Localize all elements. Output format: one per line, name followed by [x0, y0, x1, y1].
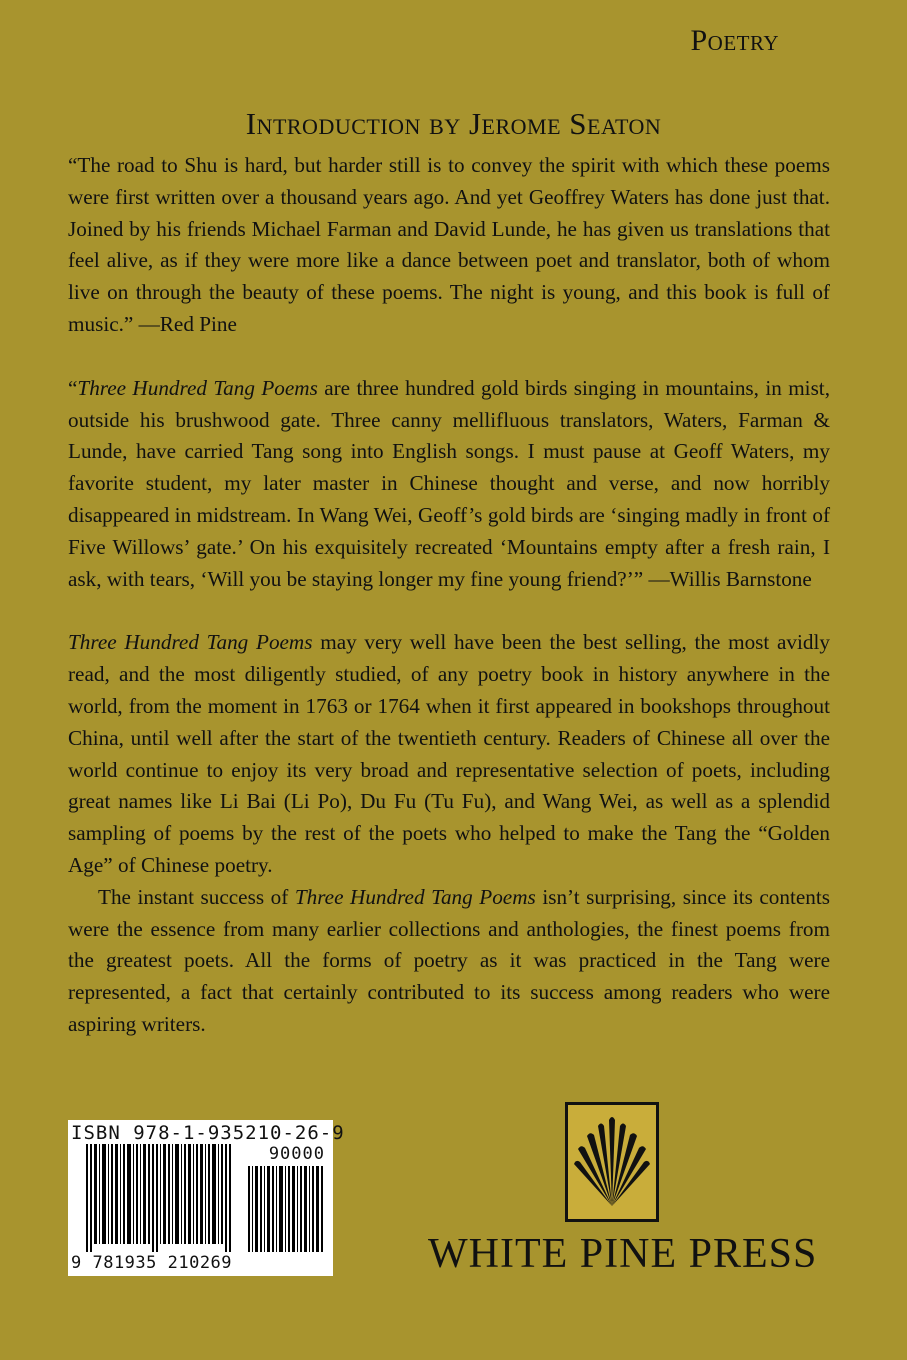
barnstone-blurb	[68, 373, 830, 596]
book-title-italic: Three Hundred Tang Poems	[294, 884, 536, 909]
category-label: Poetry	[690, 24, 779, 57]
isbn-number: ISBN 978-1-935210-26-9	[71, 1122, 345, 1144]
success-text-before: The instant success of	[98, 884, 295, 909]
description-paragraph	[68, 627, 830, 881]
barnstone-blurb-text: are three hundred gold birds singing in mountains, in mist, outside his brushwood gate. Three canny mellifluous translators, Waters, Farman & Lunde, have carried Tang song into English songs. I must pause at Geoff Waters, my favorite student, my later master in Chinese thought and verse, and now horribly disappeared in midstream. In Wang Wei, Geoff’s gold birds are ‘singing madly in front of Five Willows’ gate.’ On his exquisitely recreated ‘Mountains empty after a fresh rain, I ask, with tears, ‘Will you be staying longer my fine young friend?’” —Willis Barnstone	[68, 375, 830, 591]
book-title-italic: Three Hundred Tang Poems	[68, 630, 313, 655]
success-text: isn’t surprising, since its contents were the essence from many earlier collections and anthologies, the finest poems from the greatest poets. All the forms of poetry as it was practiced in the Tang were represented, a fact that certainly contributed to its success among readers who were aspiring writers.	[68, 884, 830, 1036]
white-pine-logo-icon	[565, 1102, 659, 1222]
price-code: 90000	[268, 1144, 325, 1164]
barcode-bars	[86, 1144, 236, 1252]
isbn-barcode	[68, 1120, 345, 1276]
introduction-heading: Introduction by Jerome Seaton	[245, 106, 662, 141]
addon-barcode-bars	[248, 1166, 326, 1252]
book-title-italic: Three Hundred Tang Poems	[77, 375, 318, 400]
description-text: may very well have been the best selling, the most avidly read, and the most diligently studied, of any poetry book in history anywhere in the world, from the moment in 1763 or 1764 when it first appeared in bookshops throughout China, until well after the start of the twentieth century. Readers of Chinese all over the world continue to enjoy its very broad and representative selection of poets, including great names like Li Bai (Li Po), Du Fu (Tu Fu), and Wang Wei, as well as a splendid sampling of poems by the rest of the poets who helped to make the Tang the “Golden Age” of Chinese poetry.	[68, 630, 830, 877]
blurb-text	[68, 150, 830, 1041]
ean-digits: 9 781935 210269	[71, 1253, 233, 1273]
red-pine-blurb-text: “The road to Shu is hard, but harder still is to convey the spirit with which these poems were first written over a thousand years ago. And yet Geoffrey Waters has done just that. Joined by his friends Michael Farman and David Lunde, he has given us translations that feel alive, as if they were more like a dance between poet and translator, both of whom live on through the beauty of these poems. The night is young, and this book is full of music.” —Red Pine	[68, 153, 830, 336]
barnstone-open-quote: “	[68, 375, 78, 400]
publisher-name: WHITE PINE PRESS	[428, 1231, 818, 1277]
success-paragraph	[68, 882, 830, 1041]
red-pine-blurb	[68, 150, 830, 341]
